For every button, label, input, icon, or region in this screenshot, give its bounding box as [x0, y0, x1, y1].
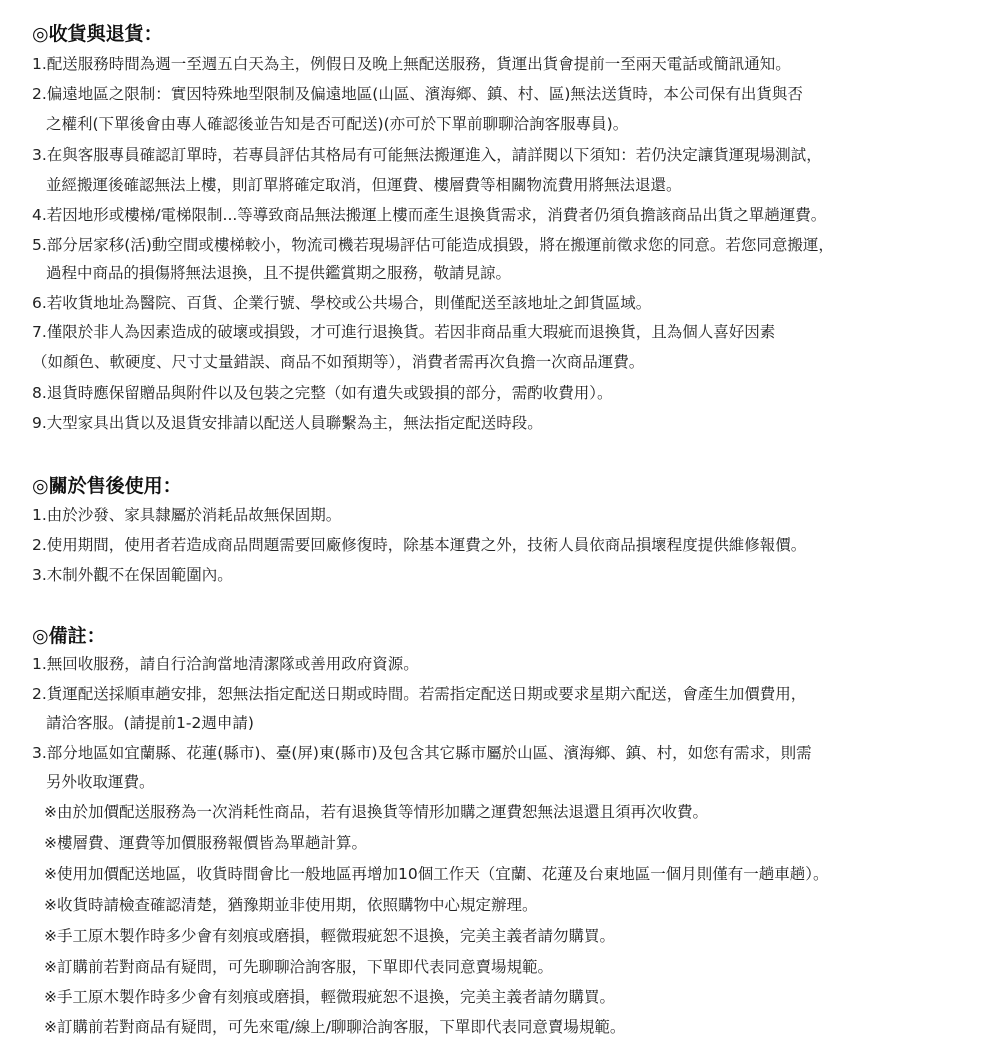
- shipping-line-3-cont: 並經搬運後確認無法上樓，則訂單將確定取消，但運費、樓層費等相關物流費用將無法退還。: [46, 176, 682, 194]
- notes-line-3-cont: 另外收取運費。: [46, 773, 155, 791]
- aftersales-line-2: 2.使用期間，使用者若造成商品問題需要回廠修復時，除基本運費之外，技術人員依商品損壞程度提供維修報價。: [32, 536, 807, 554]
- aftersales-line-3: 3.木制外觀不在保固範圍內。: [32, 566, 233, 584]
- notes-remark-5: ※手工原木製作時多少會有刻痕或磨損，輕微瑕疵恕不退換，完美主義者請勿購買。: [44, 927, 615, 945]
- notes-remark-7: ※手工原木製作時多少會有刻痕或磨損，輕微瑕疵恕不退換，完美主義者請勿購買。: [44, 988, 615, 1006]
- section-title-shipping: ◎收貨與退貨：: [32, 23, 163, 45]
- section-title-notes: ◎備註：: [32, 625, 106, 647]
- shipping-line-1: 1.配送服務時間為週一至週五白天為主，例假日及晚上無配送服務，貨運出貨會提前一至兩天電話或簡訊通知。: [32, 55, 791, 73]
- notes-remark-6: ※訂購前若對商品有疑問，可先聊聊洽詢客服，下單即代表同意賣場規範。: [44, 958, 553, 976]
- notes-line-3: 3.部分地區如宜蘭縣、花蓮(縣市)、臺(屏)東(縣市)及包含其它縣市屬於山區、濱海鄉、鎮、村，如您有需求，則需: [32, 744, 812, 762]
- notes-remark-1: ※由於加價配送服務為一次消耗性商品，若有退換貨等情形加購之運費恕無法退還且須再次收費。: [44, 803, 708, 821]
- shipping-line-5-cont: 過程中商品的損傷將無法退換，且不提供鑑賞期之服務，敬請見諒。: [46, 264, 512, 282]
- notes-line-1: 1.無回收服務，請自行洽詢當地清潔隊或善用政府資源。: [32, 655, 419, 673]
- shipping-line-6: 6.若收貨地址為醫院、百貨、企業行號、學校或公共場合，則僅配送至該地址之卸貨區域。: [32, 294, 652, 312]
- aftersales-line-1: 1.由於沙發、家具隸屬於消耗品故無保固期。: [32, 506, 342, 524]
- shipping-line-3: 3.在與客服專員確認訂單時，若專員評估其格局有可能無法搬運進入，請詳閱以下須知：若仍決定讓貨運現場測試，: [32, 146, 822, 164]
- shipping-line-2-cont: 之權利(下單後會由專人確認後並告知是否可配送)(亦可於下單前聊聊洽詢客服專員)。: [46, 115, 629, 133]
- notes-remark-8: ※訂購前若對商品有疑問，可先來電/線上/聊聊洽詢客服，下單即代表同意賣場規範。: [44, 1018, 626, 1036]
- notes-line-2-cont: 請洽客服。(請提前1-2週申請): [46, 714, 254, 732]
- section-title-aftersales: ◎關於售後使用：: [32, 475, 182, 497]
- notes-remark-4: ※收貨時請檢查確認清楚，猶豫期並非使用期，依照購物中心規定辦理。: [44, 896, 538, 914]
- shipping-line-7: 7.僅限於非人為因素造成的破壞或損毀，才可進行退換貨。若因非商品重大瑕疵而退換貨，且為個人喜好因素: [32, 323, 776, 341]
- shipping-line-8: 8.退貨時應保留贈品與附件以及包裝之完整（如有遺失或毀損的部分，需酌收費用）。: [32, 384, 613, 402]
- shipping-line-9: 9.大型家具出貨以及退貨安排請以配送人員聯繫為主，無法指定配送時段。: [32, 414, 543, 432]
- notes-remark-2: ※樓層費、運費等加價服務報價皆為單趟計算。: [44, 834, 367, 852]
- shipping-line-2: 2.偏遠地區之限制：實因特殊地型限制及偏遠地區(山區、濱海鄉、鎮、村、區)無法送貨時，本公司保有出貨與否: [32, 85, 803, 103]
- notes-line-2: 2.貨運配送採順車趟安排，恕無法指定配送日期或時間。若需指定配送日期或要求星期六配送，會產生加價費用，: [32, 685, 807, 703]
- notes-remark-3: ※使用加價配送地區，收貨時間會比一般地區再增加10個工作天（宜蘭、花蓮及台東地區一個月則僅有一趟車趟）。: [44, 865, 829, 883]
- shipping-line-5: 5.部分居家移(活)動空間或樓梯較小，物流司機若現場評估可能造成損毀，將在搬運前徵求您的同意。若您同意搬運，: [32, 236, 834, 254]
- shipping-line-4: 4.若因地形或樓梯/電梯限制...等導致商品無法搬運上樓而產生退換貨需求，消費者仍須負擔該商品出貨之單趟運費。: [32, 206, 827, 224]
- shipping-line-7-cont: （如顏色、軟硬度、尺寸丈量錯誤、商品不如預期等），消費者需再次負擔一次商品運費。: [32, 353, 645, 371]
